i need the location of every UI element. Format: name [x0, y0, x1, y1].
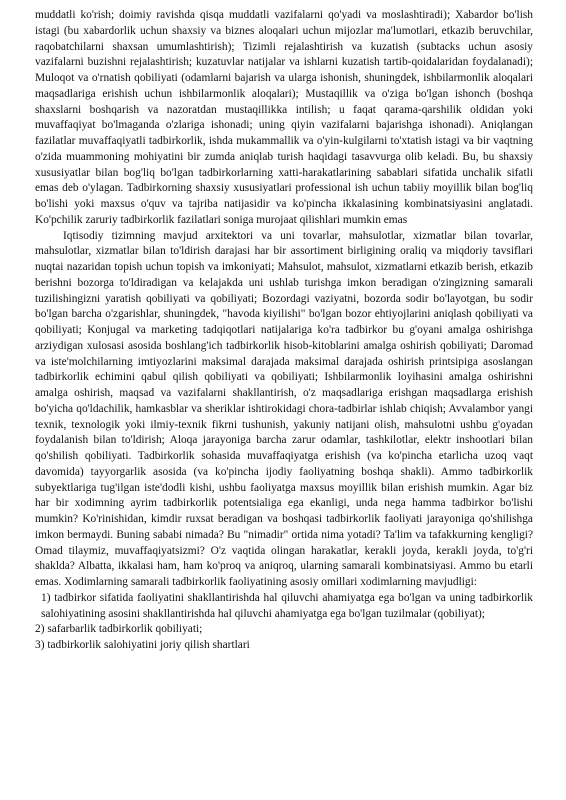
list-item: 1) tadbirkor sifatida faoliyatini shakllantirishda hal qiluvchi ahamiyatga ega bo'lgan va uning tadbirkorlik salohiyatining asosini shakllantirishda hal qiluvchi ahamiyatga ega bo'lgan tuzilmalar (qobiliyat);: [41, 591, 533, 620]
paragraph-2: Iqtisodiy tizimning mavjud arxitektori va uni tovarlar, mahsulotlar, xizmatlar bilan tovarlar, mahsulotlar, xizmatlar bilan to'ldirish darajasi har bir assortiment birligining oraliq va miqdoriy tavsiflari nuqtai nazaridan topish uchun topish va imkoniyati; Mahsulot, mahsulot, xizmatlarni etkazib berish, etkazib berishni bozorga to'ldiradigan va kelajakda uni ushlab turishga imkon beradigan o'zingizning samarali tuzilishingizni yaratish qobiliyati va qobiliyati; Bozordagi vaziyatni, bozorda sodir bo'layotgan, bu sodir bo'lgan barcha o'zgarishlar, shuningdek, "havoda kiyilishi" bo'lgan bozor ehtiyojlarini aniqlash qobiliyati va qobiliyati; Konjugal va marketing tadqiqotlari natijalariga ko'ra tadbirkor bu g'oyani amalga oshirishga arziydigan xulosasi asosida boshlang'ich tadbirkorlik hisob-kitoblarini amalga oshirish qobiliyati; Daromad va iste'molchilarning imtiyozlarini maksimal darajada maksimal darajada oshirish printsipiga asoslangan tadbirkorlik echimini qabul qilish qobiliyati va qobiliyati; Ishbilarmonlik loyihasini amalga oshirishni amalga oshirish, maqsad va vazifalarni shakllantirish, o'z maqsadlariga erishgan maqsadlarga erishish bo'yicha qo'ldachilik, hamkasblar va sheriklar ishtirokidagi chora-tadbirlar ishlab chiqish; Avvalambor yangi texnik, texnologik yoki ilmiy-texnik fikrni tushunish, yakuniy natijani olish, mahsulotni ushbu g'oyadan foydalanish bilan to'ldirish; Aloqa jarayoniga barcha zarur odamlar, tashkilotlar, elektr inshootlari bilan qo'shilish qobiliyati. Tadbirkorlik sohasida muvaffaqiyatga erishish (va ko'pincha etarlicha uzoq vaqt davomida) tayyorgarlik asosida (va ko'pincha ijodiy faoliyatning boshqa shakli). Ammo tadbirkorlik subyektlariga tug'ilgan iste'dodli kishi, ushbu faoliyatga maxsus moyillik bilan erishish mumkin. Agar biz har bir xodimning ayrim tadbirkorlik potentsialiga ega ekanligi, unda nega hamma tadbirkor bo'lishi mumkin? Ko'rinishidan, kimdir ruxsat beradigan va boshqasi tadbirkorlik faoliyati jarayoniga qo'shilishga imkon bermaydi. Buning sababi nimada? Bu "nimadir" ortida nima yotadi? Ta'lim va tafakkurning kengligi? Omad tilaymiz, muvaffaqiyatsizmi? O'z vaqtida olingan harakatlar, kerakli joyda, kerakli joyda, to'g'ri shaklda? Albatta, ikkalasi ham, ham ko'proq va aniqroq, ularning samarali kombinatsiyasi. Ammo bu etarli emas. Xodimlarning samarali tadbirkorlik faoliyatining asosiy omillari xodimlarning mavjudligi:: [35, 229, 533, 588]
list-item: 2) safarbarlik tadbirkorlik qobiliyati;: [35, 623, 203, 636]
factor-list: [35, 591, 533, 654]
paragraph-1: muddatli ko'rish; doimiy ravishda qisqa muddatli vazifalarni qo'yadi va moslashtiradi); Xabardor bo'lish istagi (bu xabardorlik uchun shaxsiy va biznes aloqalari uchun mijozlar ma'lumotlari, etkazib beruvchilar, raqobatchilarni shaxsan umumlashtirish); Tizimli rejalashtirish va kuzatish (subtacks uchun asosiy vazifalarni buzishni rejalashtirish; kuzatuvlar natijalar va ishlarni kuzatish tartib-qoidalaridan foydalanadi); Muloqot va o'rnatish qobiliyati (odamlarni bajarish va ularga ishonish, shuningdek, ishbilarmonlik aloqalari maqsadlariga erishish uchun ishbilarmonlik aloqalari); Mustaqillik va o'ziga bo'lgan ishonch (boshqa shaxslarni boshqarish va nazoratdan mustaqillikka intilish; u faqat qarama-qarshilik oldidan yoki muvaffaqiyat bo'lmaganda o'zlariga ishonadi; uning qiyin vazifalarni bajarishga ishonadi). Aniqlangan fazilatlar muvaffaqiyatli tadbirkorlik, ishda mukammallik va o'yin-kulgilarni to'xtatish istagi va bir vaqtning o'zida muammoning mohiyatini bir zumda aniqlab turish haqidagi tasavvurga olib keladi. Bu, bu shaxsiy xususiyatlar bilan bog'liq bo'lgan tadbirkorlarning xatti-harakatlarining sabablari sifatida unchalik sifatli emas deb o'ylagan. Tadbirkorning shaxsiy xususiyatlari professional ish uchun tabiiy moyillik bilan bog'liq bo'lishi yoki maxsus o'quv va tajriba natijasidir va ko'pincha ikkalasining kombinatsiyasini anglatadi. Ko'pchilik zaruriy tadbirkorlik fazilatlari soniga murojaat qilishlari mumkin emas: [35, 9, 533, 226]
list-item: 3) tadbirkorlik salohiyatini joriy qilish shartlari: [35, 639, 250, 651]
